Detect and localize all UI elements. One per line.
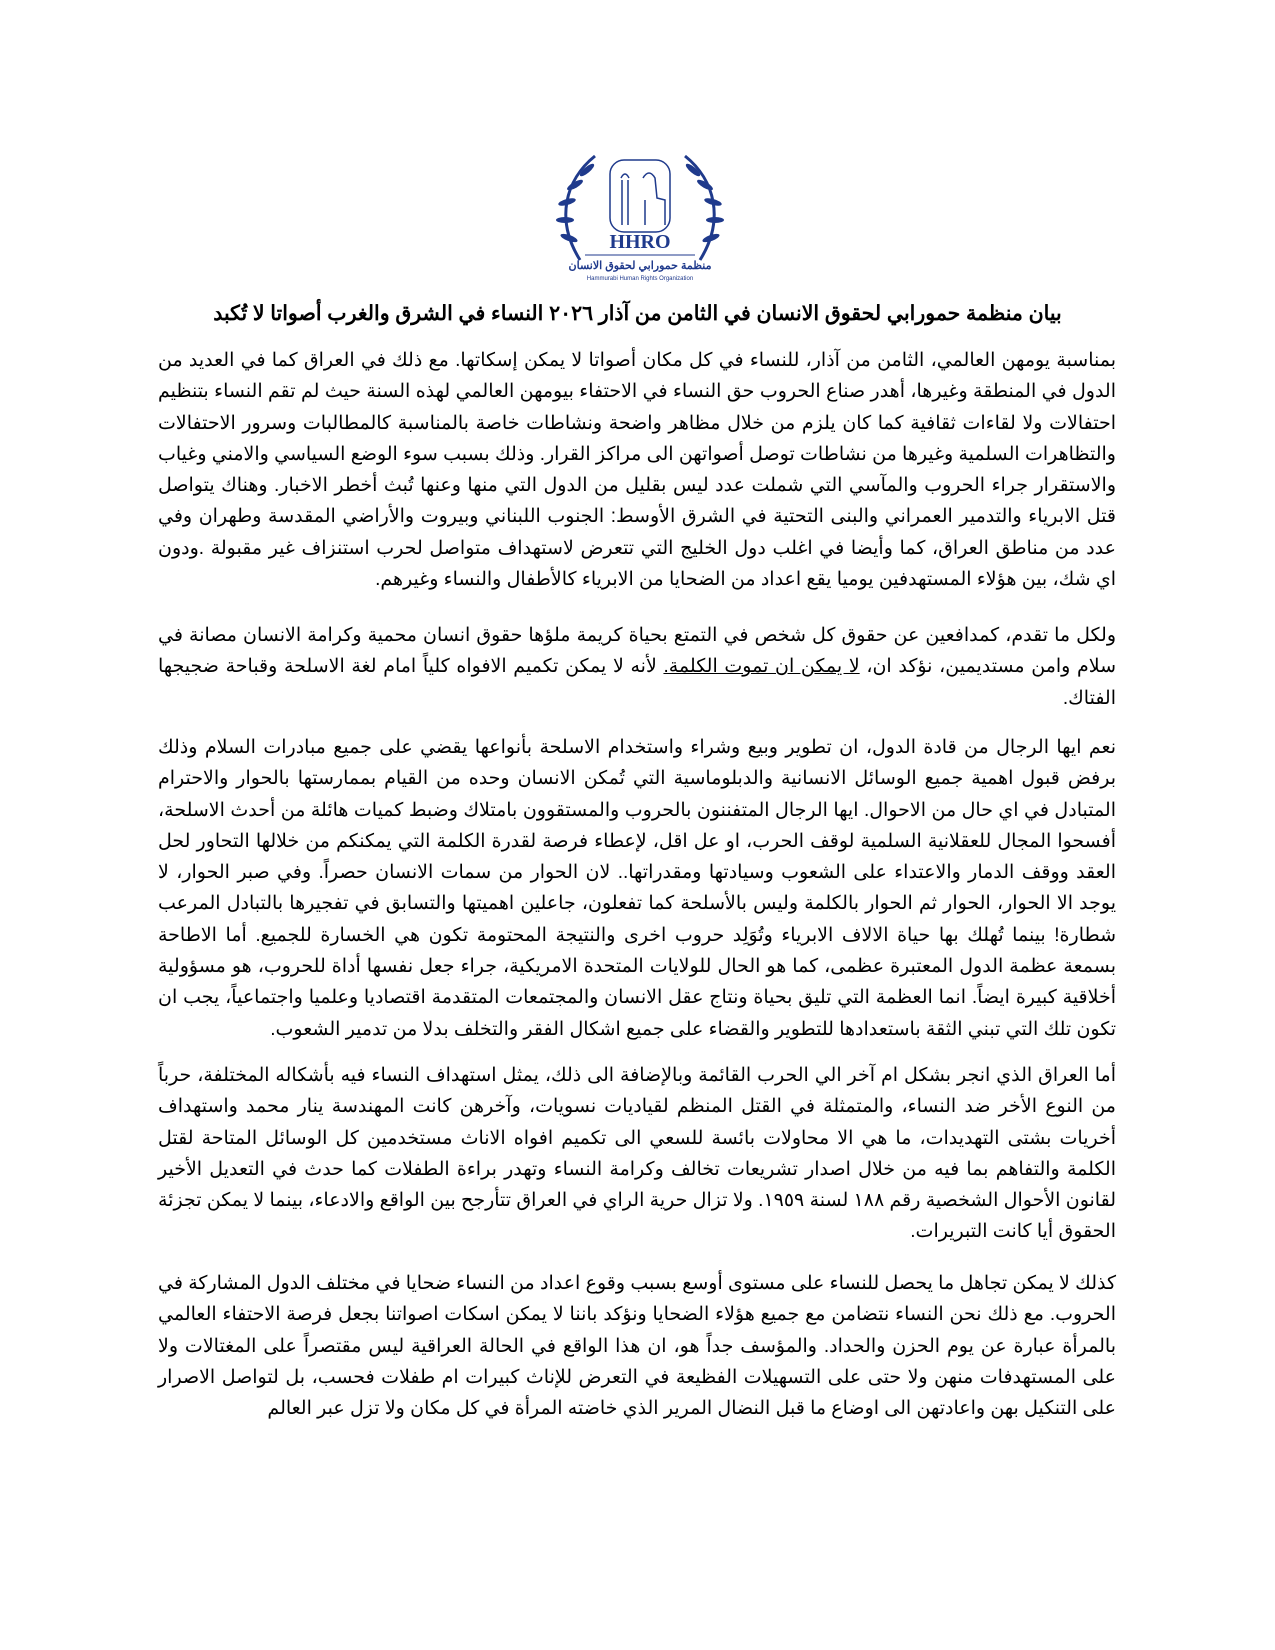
- paragraph-4: أما العراق الذي انجر بشكل ام آخر الي الحرب القائمة وبالإضافة الى ذلك، يمثل استهداف النساء فيه بأشكاله المختلفة، حرباً من النوع الأخر ضد النساء، والمتمثلة في القتل المنظم لقياديات نسويات، وآخرهن كانت المهندسة ينار محمد واستهداف أخريات بشتى التهديدات، ما هي الا محاولات بائسة للسعي الى تكميم افواه الاناث مستخدمين كل الوسائل المتاحة لقتل الكلمة والتفاهم بما فيه من خلال اصدار تشريعات تخالف وكرامة النساء وتهدر براءة الطفلات كما حدث في التعديل الأخير لقانون الأحوال الشخصية رقم ١٨٨ لسنة ١٩٥٩. ولا تزال حرية الراي في العراق تتأرجح بين الواقع والادعاء، بينما لا يمكن تجزئة الحقوق أيا كانت التبريرات.: [158, 1065, 1116, 1243]
- logo-name-arabic: منظمة حمورابي لحقوق الانسان: [568, 260, 712, 272]
- laurel-wreath-icon: [525, 150, 755, 285]
- logo-acronym: HHRO: [609, 231, 671, 253]
- paragraph-2-text-before: ولكل ما تقدم، كمدافعين عن حقوق كل شخص في التمتع بحياة كريمة ملؤها حقوق انسان محمية وكرامة الانسان مصانة في سلام وامن مستديمين، نؤكد ان،: [158, 625, 1117, 678]
- paragraph-3: نعم ايها الرجال من قادة الدول، ان تطوير وبيع وشراء واستخدام الاسلحة بأنواعها يقضي على جميع مبادرات السلام وذلك برفض قبول اهمية جميع الوسائل الانسانية والدبلوماسية التي تُمكن الانسان وحده من القيام بممارستها بالحوار والاحترام المتبادل في اي حال من الاحوال. ايها الرجال المتفننون بالحروب والمستقوون بامتلاك وضبط كميات هائلة من أحدث الاسلحة، أفسحوا المجال للعقلانية السلمية لوقف الحرب، او عل اقل، لإعطاء فرصة لقدرة الكلمة التي يمكنكم من خلالها التحاور لحل العقد ووقف الدمار والاعتداء على الشعوب وسيادتها ومقدراتها.. لان الحوار من سمات الانسان حصراً. وفي صبر الحوار، لا يوجد الا الحوار، الحوار ثم الحوار بالكلمة وليس بالأسلحة كما تفعلون، جاعلين اهميتها والتسابق في تفجيرها بالتبادل المرعب شطارة! بينما تُهلك بها حياة الالاف الابرياء وتُوَلِد حروب اخرى والنتيجة المحتومة تكون هي الخسارة للجميع. أما الاطاحة بسمعة عظمة الدول المعتبرة عظمى، كما هو الحال للولايات المتحدة الامريكية، جراء جعل نفسها أداة للحروب، هو مسؤولية أخلاقية كبيرة ايضاً. انما العظمة التي تليق بحياة ونتاج عقل الانسان والمجتمعات المتقدمة اقتصاديا وعلميا واجتماعياً، يجب ان تكون تلك التي تبني الثقة باستعدادها للتطوير والقضاء على جميع اشكال الفقر والتخلف بدلا من تدمير الشعوب.: [158, 737, 1116, 1040]
- paragraph-1: بمناسبة يومهن العالمي، الثامن من آذار، للنساء في كل مكان أصواتا لا يمكن إسكاتها. مع ذلك في العراق كما في العديد من الدول في المنطقة وغيرها، أهدر صناع الحروب حق النساء في الاحتفاء بيومهن العالمي لهذه السنة حيث لم تقم النساء بتنظيم احتفالات ولا لقاءات ثقافية كما كان يلزم من خلال مظاهر واضحة ونشاطات خاصة بالمناسبة كالمطالبات وسرور الاحتفالات والتظاهرات السلمية وغيرها من نشاطات توصل أصواتهن الى مراكز القرار. وذلك بسبب سوء الوضع السياسي والامني وغياب والاستقرار جراء الحروب والمآسي التي شملت عدد ليس بقليل من الدول التي منها وعنها تُبث أخطر الاخبار. وهناك يتواصل قتل الابرياء والتدمير العمراني والبنى التحتية في الشرق الأوسط: الجنوب اللبناني وبيروت والأراضي المقدسة وطهران وفي عدد من مناطق العراق، كما وأيضا في اغلب دول الخليج التي تتعرض لاستهداف متواصل لحرب استنزاف غير مقبولة .ودون اي شك، بين هؤلاء المستهدفين يوميا يقع اعداد من الضحايا من الابرياء كالأطفال والنساء وغيرهم.: [158, 350, 1116, 591]
- logo-name-english: Hammurabi Human Rights Organization: [586, 276, 694, 282]
- paragraph-2-text-after: لأنه لا يمكن تكميم الافواه كلياً امام لغة الاسلحة وقباحة ضجيجها الفتاك.: [158, 656, 1116, 709]
- paragraph-5: كذلك لا يمكن تجاهل ما يحصل للنساء على مستوى أوسع بسبب وقوع اعداد من النساء ضحايا في مختلف الدول المشاركة في الحروب. مع ذلك نحن النساء نتضامن مع جميع هؤلاء الضحايا ونؤكد باننا لا يمكن اسكات اصواتنا بجعل فرصة الاحتفاء العالمي بالمرأة عبارة عن يوم الحزن والحداد. والمؤسف جداً هو، ان هذا الواقع في الحالة العراقية ليس مقتصراً على المغتالات ولا على المستهدفات منهن ولا حتى على التسهيلات الفظيعة في التعرض للإناث كبيرات ام طفلات فحسب، بل لتواصل الاصرار على التنكيل بهن واعادتهن الى اوضاع ما قبل النضال المرير الذي خاضته المرأة في كل مكان ولا تزل عبر العالم: [158, 1273, 1116, 1420]
- hhro-logo: [525, 150, 755, 285]
- document-title: بيان منظمة حمورابي لحقوق الانسان في الثامن من آذار ٢٠٢٦ النساء في الشرق والغرب أصواتا لا تُكبد: [213, 302, 1062, 325]
- stele-icon: [610, 160, 670, 232]
- underlined-phrase: لا يمكن ان تموت الكلمة.: [663, 656, 860, 678]
- paragraph-2: [158, 620, 1116, 714]
